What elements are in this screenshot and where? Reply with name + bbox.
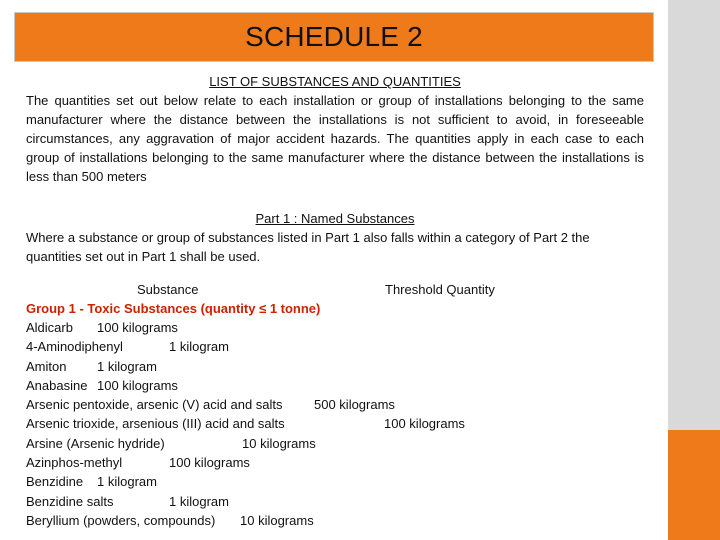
substance-column-header: Substance: [137, 282, 199, 297]
substance-name: Benzidine: [26, 474, 84, 490]
substance-quantity: 100 kilograms: [97, 320, 178, 335]
substance-row: [26, 357, 644, 376]
substance-quantity: 1 kilogram: [169, 493, 229, 509]
part1-note: Where a substance or group of substances listed in Part 1 also falls within a category of Part 2 the quantities set out in Part 1 shall be used.: [26, 230, 590, 264]
substance-name: Arsenic pentoxide, arsenic (V) acid and salts: [26, 397, 283, 413]
substance-name: 4-Aminodiphenyl: [26, 339, 123, 355]
table-header: [26, 280, 644, 299]
substance-quantity: 10 kilograms: [240, 512, 314, 528]
substance-quantity: 1 kilogram: [169, 339, 229, 355]
substance-row: [26, 337, 644, 356]
group1-heading: Group 1 - Toxic Substances (quantity ≤ 1 tonne): [26, 301, 321, 316]
substance-quantity: 1 kilogram: [97, 358, 157, 374]
substance-quantity: 100 kilograms: [97, 377, 178, 393]
substance-name: Arsine (Arsenic hydride): [26, 435, 165, 451]
part1-heading: Part 1 : Named Substances: [255, 211, 415, 226]
substance-name: Anabasine: [26, 377, 88, 393]
substance-name: Amiton: [26, 358, 67, 374]
substance-quantity: 100 kilograms: [384, 416, 465, 432]
substance-row: [26, 511, 644, 530]
intro-paragraph: The quantities set out below relate to each installation or group of installations belonging to the same manufacturer where the distance between the installations is not sufficient to avoid, in foreseeable circumstances, any aggravation of major accident hazards. The quantities apply in each case to each group of installations belonging to the same manufacturer where the distance between the installations is less than 500 meters: [26, 93, 644, 184]
substance-name: Beryllium (powders, compounds): [26, 512, 216, 528]
page-title: SCHEDULE 2: [245, 21, 423, 52]
substance-name: Azinphos-methyl: [26, 455, 123, 471]
substance-row: [26, 414, 644, 433]
threshold-column-header: Threshold Quantity: [385, 282, 495, 297]
substance-row: [26, 434, 644, 453]
substance-row: [26, 376, 644, 395]
substance-quantity: 100 kilograms: [169, 455, 250, 471]
document-body: [26, 72, 644, 530]
substance-name: Arsenic trioxide, arsenious (III) acid and salts: [26, 416, 285, 432]
substance-quantity: 1 kilogram: [97, 474, 157, 490]
substance-quantity: 10 kilograms: [242, 435, 316, 451]
substance-name: Aldicarb: [26, 320, 73, 335]
substance-row: [26, 472, 644, 491]
substance-row: [26, 492, 644, 511]
side-accent-block: [668, 430, 720, 540]
title-banner: [14, 12, 654, 62]
list-heading: LIST OF SUBSTANCES AND QUANTITIES: [209, 74, 461, 89]
substance-name: Benzidine salts: [26, 493, 114, 509]
substance-row: [26, 395, 644, 414]
substance-row: [26, 318, 644, 337]
substance-quantity: 500 kilograms: [314, 397, 395, 413]
substance-row: [26, 453, 644, 472]
